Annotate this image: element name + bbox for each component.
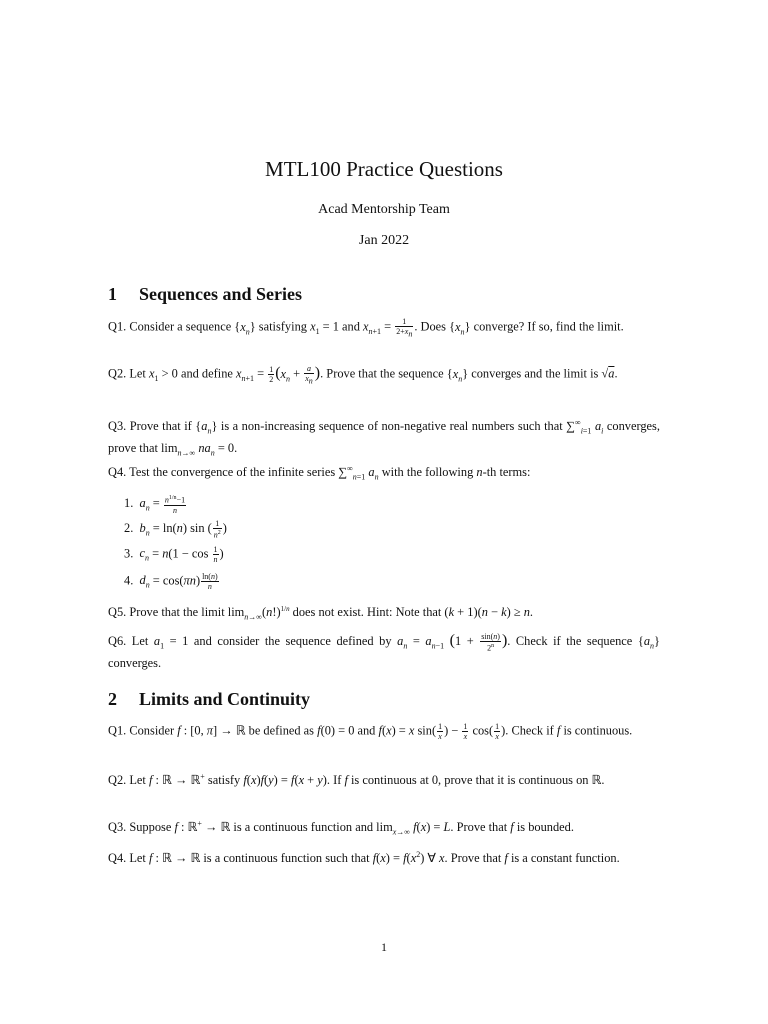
question-s2-q4: Q4. Let f : ℝ → ℝ is a continuous function such that $f(x) = f(x^2)$ ∀ x. Prove that f is a constant function. (108, 850, 620, 866)
question-label: Q3. (108, 820, 127, 835)
section-title: Limits and Continuity (139, 689, 311, 709)
page-number: 1 (381, 940, 387, 954)
section-number: 1 (108, 284, 117, 304)
list-item: 4. $d_n = \cos(\pi n)$ $\frac{\ln(n)}{n}$ (124, 572, 218, 591)
list-item-number: 3. (124, 546, 134, 561)
question-label: Q2. (108, 773, 127, 788)
list-item: 2. $b_n = \ln(n)$ sin ( $\frac{1}{n^2}$ ) (124, 519, 227, 540)
question-s1-q4: Q4. Test the convergence of the infinite series $\sum^\infty_{n=1}$ $a_n$ with the following n-th terms: (108, 464, 531, 482)
question-label: Q6. (108, 634, 127, 649)
question-label: Q3. (108, 419, 127, 434)
question-s1-q5: Q5. Prove that the limit $\lim_{n\to\infty}(n!)^{1/n}$ does not exist. Hint: Note that (k + 1)(n − k) ≥ n. (108, 605, 534, 622)
question-label: Q1. (108, 723, 127, 738)
list-item: 1. $a_n$ = $\frac{n^{1/n}-1}{n}$ (124, 495, 186, 515)
question-label: Q4. (108, 851, 127, 866)
document-author: Acad Mentorship Team (318, 202, 450, 217)
question-s1-q1: Q1. Consider a sequence $\{x_n\}$ satisfying $x_1 = 1$ and $x_{n+1}$ = $\frac{1}{2+x_n}$ . Does $\{x_n\}$ converge? If so, find the limit. (108, 317, 624, 339)
question-label: Q4. (108, 465, 127, 480)
section-heading-2 (108, 689, 310, 710)
list-item-number: 1. (124, 496, 134, 511)
question-s2-q3: Q3. Suppose f : ℝ+ → ℝ is a continuous function and $\lim_{x\to\infty} f(x) = L$. Prove that f is bounded. (108, 819, 574, 837)
question-s2-q2: Q2. Let f : ℝ → ℝ+ satisfy f(x)f(y) = f(x + y). If f is continuous at 0, prove that it is continuous on ℝ. (108, 772, 605, 788)
section-heading-1 (108, 284, 302, 305)
question-label: Q5. (108, 605, 127, 620)
document-title: MTL100 Practice Questions (265, 157, 503, 181)
section-number: 2 (108, 689, 117, 709)
question-s1-q3: Q3. Prove that if $\{a_n\}$ is a non-increasing sequence of non-negative real numbers such that $\sum^\infty_{i=1}$ $a_i$ converges, prove that $\lim_{n\to\infty} na_n = 0$. (108, 418, 660, 458)
question-s1-q6: Q6. Let $a_1 = 1$ and consider the sequence defined by $a_n = a_{n-1}$ (1 + $\frac{\sin(n)}{2^n}$ ). Check if the sequence $\{a_n\}$ converges. (108, 632, 660, 670)
list-item-number: 2. (124, 521, 134, 536)
document-date: Jan 2022 (358, 233, 410, 248)
list-item-number: 4. (124, 573, 134, 588)
question-label: Q1. (108, 319, 127, 334)
question-s1-q2: Q2. Let $x_1 > 0$ and define $x_{n+1}$ = $\frac{1}{2}$ ($x_n$ + $\frac{a}{x_n}$ ). Prove that the sequence $\{x_n\}$ converges and the limit is √a. (108, 364, 618, 386)
list-item: 3. $c_n = n(1 - \cos$ $\frac{1}{n}$ ) (124, 545, 224, 564)
section-title: Sequences and Series (139, 284, 303, 304)
question-label: Q2. (108, 366, 127, 381)
question-s2-q1: Q1. Consider f : [0, π] → ℝ be defined as f(0) = 0 and f(x) = x sin( $\frac{1}{x}$ ) − $\frac{1}{x}$ cos( $\frac{1}{x}$ ). Check if f is continuous. (108, 722, 633, 741)
